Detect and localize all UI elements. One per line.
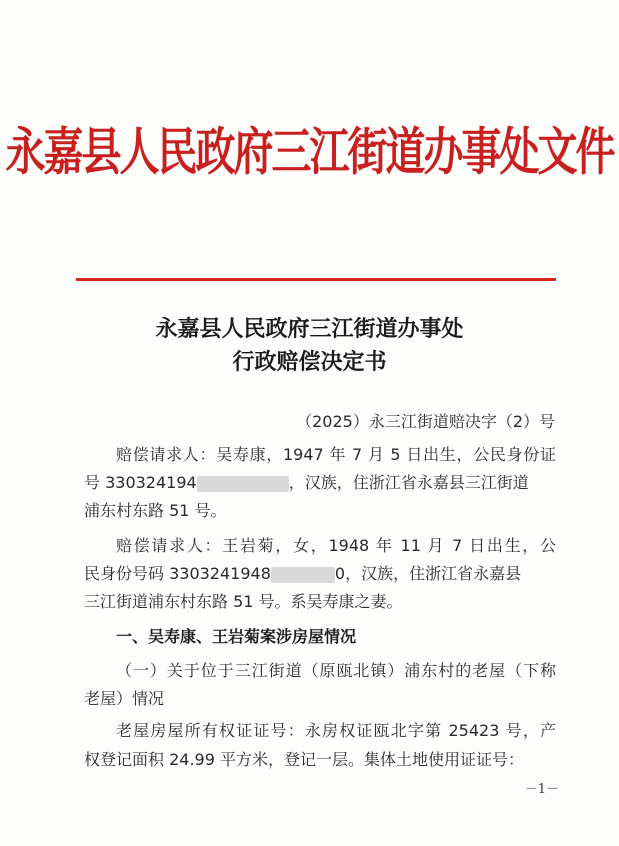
red-divider-line [76, 278, 556, 281]
claimant1-line2-rest: ，汉族，住浙江省永嘉县三江街道 [288, 473, 529, 492]
claimant2-line2 [84, 564, 521, 584]
claimant2-line3: 三江街道浦东村东路 51 号。系吴寿康之妻。 [84, 592, 403, 611]
subsection1-line2: 老屋）情况 [84, 689, 165, 708]
subsection1-line1: （一）关于位于三江街道（原瓯北镇）浦东村的老屋（下称 [116, 661, 556, 680]
document-number: （2025）永三江街道赔决字（2）号 [296, 412, 555, 431]
decision-title-line1: 永嘉县人民政府三江街道办事处 [155, 316, 464, 342]
claimant1-line3: 浦东村东路 51 号。 [84, 501, 227, 520]
decision-title-line2: 行政赔偿决定书 [232, 349, 387, 375]
claimant2-line2-rest: 0，汉族，住浙江省永嘉县 [334, 564, 522, 583]
redacted-id-block [197, 476, 289, 492]
claimant1-line1: 赔偿请求人：吴寿康，1947 年 7 月 5 日出生，公民身份证 [116, 445, 556, 464]
property-line1: 老屋房屋所有权证证号：永房权证瓯北字第 25423 号，产 [116, 721, 556, 740]
claimant1-line2 [84, 473, 529, 493]
section1-heading: 一、吴寿康、王岩菊案涉房屋情况 [116, 627, 357, 646]
property-line2: 权登记面积 24.99 平方米，登记一层。集体土地使用证证号： [84, 750, 524, 769]
document-header-title: 永嘉县人民政府三江街道办事处文件 [5, 122, 614, 183]
page-number: －1－ [524, 782, 559, 797]
claimant2-line1: 赔偿请求人：王岩菊，女，1948 年 11 月 7 日出生，公 [116, 536, 556, 555]
redacted-id-block [271, 567, 335, 583]
claimant1-id-prefix: 号 330324194 [84, 473, 197, 492]
claimant2-id-prefix: 民身份号码 3303241948 [84, 564, 271, 583]
